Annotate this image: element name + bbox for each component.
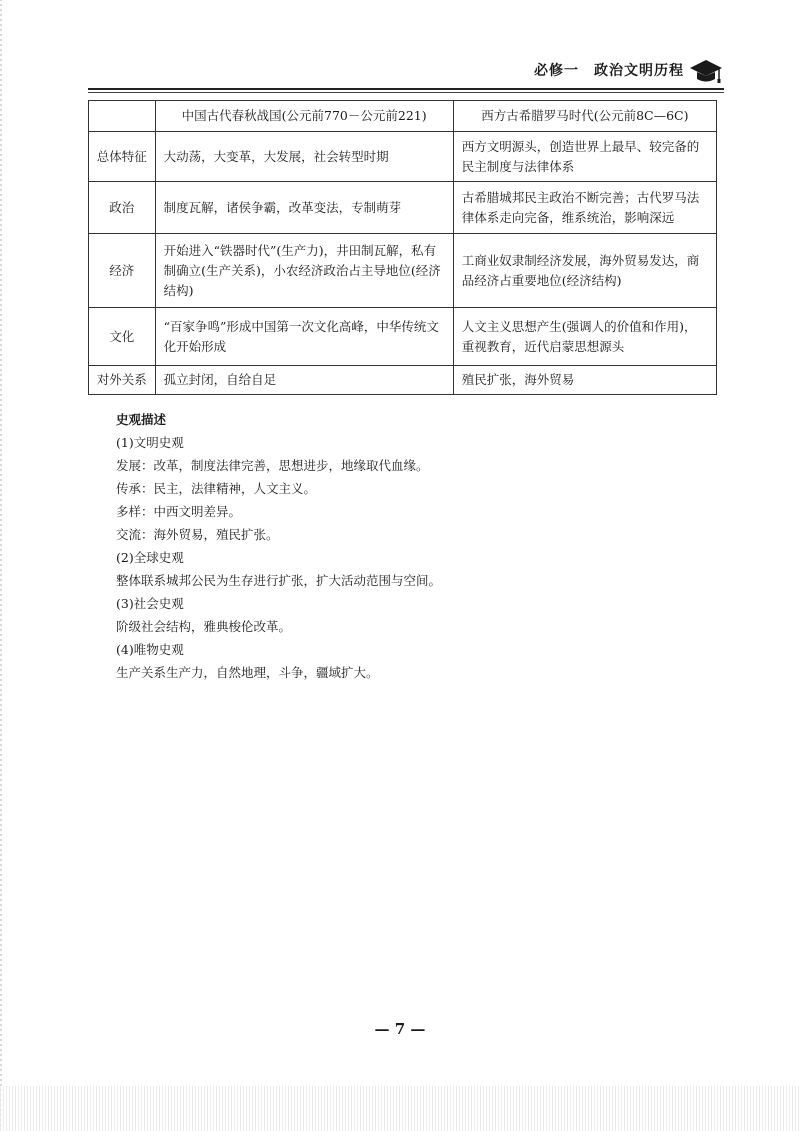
scan-noise	[0, 1086, 800, 1131]
header-rule-thin	[88, 92, 724, 93]
table-header-empty	[89, 101, 156, 132]
cell-west: 人文主义思想产生(强调人的价值和作用)，重视教育，近代启蒙思想源头	[453, 308, 716, 366]
table-row	[89, 308, 717, 366]
table-row	[89, 234, 717, 308]
cell-china: 制度瓦解，诸侯争霸，改革变法，专制萌芽	[155, 182, 453, 234]
row-label: 对外关系	[89, 366, 156, 395]
cell-china: 孤立封闭，自给自足	[155, 366, 453, 395]
section-heading: 史观描述	[116, 412, 167, 427]
row-label: 经济	[89, 234, 156, 308]
table-header-west: 西方古希腊罗马时代(公元前8C—6C)	[453, 101, 716, 132]
cell-west: 工商业奴隶制经济发展，海外贸易发达，商品经济占重要地位(经济结构)	[453, 234, 716, 308]
text-line: 阶级社会结构，雅典梭伦改革。	[116, 619, 292, 634]
cell-west: 古希腊城邦民主政治不断完善；古代罗马法律体系走向完备，维系统治，影响深远	[453, 182, 716, 234]
historical-view-section	[116, 408, 716, 684]
cell-west: 西方文明源头，创造世界上最早、较完备的民主制度与法律体系	[453, 132, 716, 182]
row-label: 总体特征	[89, 132, 156, 182]
cell-china: 开始进入“铁器时代”(生产力)，井田制瓦解，私有制确立(生产关系)，小农经济政治占主导地位(经济结构)	[155, 234, 453, 308]
page-number: — 7 —	[374, 1020, 426, 1038]
table-row	[89, 182, 717, 234]
text-line: 多样：中西文明差异。	[116, 504, 242, 519]
cell-china: “百家争鸣”形成中国第一次文化高峰，中华传统文化开始形成	[155, 308, 453, 366]
table-header-china: 中国古代春秋战国(公元前770－公元前221)	[155, 101, 453, 132]
header-rule	[88, 88, 724, 90]
table-header-row	[89, 101, 717, 132]
header-title: 必修一 政治文明历程	[534, 63, 684, 79]
page-header	[88, 56, 724, 90]
graduation-cap-icon	[688, 56, 724, 86]
subheading-civilization: (1)文明史观	[116, 435, 184, 450]
cell-west: 殖民扩张，海外贸易	[453, 366, 716, 395]
subheading-materialist: (4)唯物史观	[116, 642, 184, 657]
subheading-social: (3)社会史观	[116, 596, 184, 611]
cell-china: 大动荡，大变革，大发展，社会转型时期	[155, 132, 453, 182]
text-line: 传承：民主，法律精神，人文主义。	[116, 481, 317, 496]
comparison-table	[88, 100, 717, 395]
scan-edge	[0, 0, 2, 1131]
row-label: 文化	[89, 308, 156, 366]
subheading-global: (2)全球史观	[116, 550, 184, 565]
row-label: 政治	[89, 182, 156, 234]
text-line: 整体联系城邦公民为生存进行扩张，扩大活动范围与空间。	[116, 573, 442, 588]
table-row	[89, 366, 717, 395]
text-line: 发展：改革，制度法律完善，思想进步，地缘取代血缘。	[116, 458, 429, 473]
text-line: 生产关系生产力，自然地理，斗争，疆域扩大。	[116, 665, 379, 680]
text-line: 交流：海外贸易，殖民扩张。	[116, 527, 279, 542]
table-row	[89, 132, 717, 182]
